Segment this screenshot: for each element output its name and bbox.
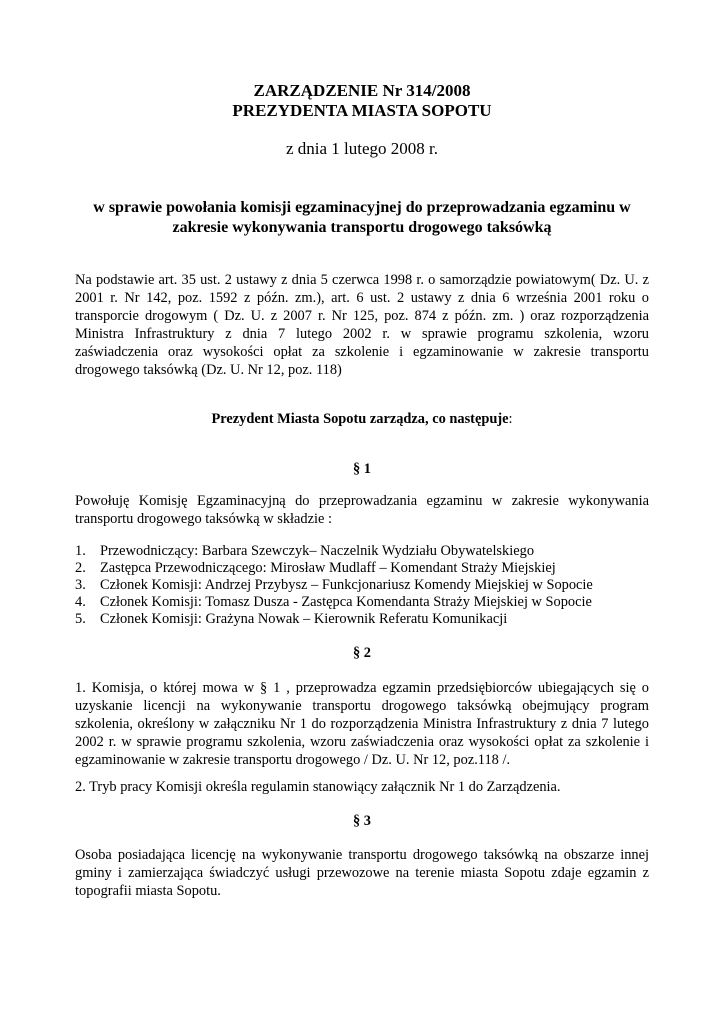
list-item — [75, 560, 649, 577]
document-date: z dnia 1 lutego 2008 r. — [285, 139, 439, 158]
section-2-point-1: 1. Komisja, o której mowa w § 1 , przeprowadza egzamin przedsiębiorców ubiegających się o uzyskanie licencji na wykonywanie transportu drogowego taksówką obejmujący program szkolenia, określony w załączniku Nr 1 do rozporządzenia Ministra Infrastruktury z dnia 7 lutego 2002 r. w sprawie programu szkolenia, wzoru zaświadczenia oraz wysokości opłat za szkolenie i egzaminowanie w zakresie transportu drogowego / Dz. U. Nr 12, poz.118 /. — [75, 680, 649, 768]
section-2-heading: § 2 — [353, 645, 371, 661]
list-item-number: 5. — [75, 611, 86, 627]
list-item — [75, 594, 649, 611]
enactment-clause — [75, 410, 649, 428]
subject-line-2: zakresie wykonywania transportu drogowego taksówką — [172, 219, 552, 236]
section-3-paragraph: Osoba posiadająca licencję na wykonywanie transportu drogowego taksówką na obszarze innej gminy i zamierzająca świadczyć usługi przewozowe na terenie miasta Sopotu zdaje egzamin z topografii miasta Sopotu. — [75, 847, 649, 899]
list-item — [75, 577, 649, 594]
list-item-text: Członek Komisji: Andrzej Przybysz – Funkcjonariusz Komendy Miejskiej w Sopocie — [100, 577, 593, 593]
subject-line-1: w sprawie powołania komisji egzaminacyjnej do przeprowadzania egzaminu w — [93, 199, 631, 216]
document-issuer: PREZYDENTA MIASTA SOPOTU — [232, 101, 492, 120]
section-2-point-2: 2. Tryb pracy Komisji określa regulamin stanowiący załącznik Nr 1 do Zarządzenia. — [75, 779, 561, 795]
document-subject — [75, 198, 649, 238]
enactment-clause-text: Prezydent Miasta Sopotu zarządza, co następuje — [211, 411, 509, 427]
list-item-text: Członek Komisji: Grażyna Nowak – Kierownik Referatu Komunikacji — [100, 611, 508, 627]
section-1-paragraph: Powołuję Komisję Egzaminacyjną do przeprowadzania egzaminu w zakresie wykonywania transportu drogowego taksówką w składzie : — [75, 493, 649, 527]
list-item-number: 2. — [75, 560, 86, 576]
list-item-text: Przewodniczący: Barbara Szewczyk– Naczelnik Wydziału Obywatelskiego — [100, 543, 535, 559]
list-item-text: Członek Komisji: Tomasz Dusza - Zastępca Komendanta Straży Miejskiej w Sopocie — [100, 594, 592, 610]
list-item — [75, 611, 649, 628]
list-item-number: 1. — [75, 543, 86, 559]
section-1-heading: § 1 — [353, 461, 371, 477]
list-item — [75, 543, 649, 560]
section-3-heading: § 3 — [353, 813, 371, 829]
list-item-number: 3. — [75, 577, 86, 593]
enactment-clause-colon: : — [508, 411, 513, 427]
legal-basis-paragraph: Na podstawie art. 35 ust. 2 ustawy z dnia 5 czerwca 1998 r. o samorządzie powiatowym( Dz. U. z 2001 r. Nr 142, poz. 1592 z późn. zm.), art. 6 ust. 2 ustawy z dnia 6 września 2001 roku o transporcie drogowym ( Dz. U. z 2007 r. Nr 125, poz. 874 z późn. zm. ) oraz rozporządzenia Ministra Infrastruktury z dnia 7 lutego 2002 r. w sprawie programu szkolenia, wzoru zaświadczenia oraz wysokości opłat za szkolenie i egzaminowanie w zakresie transportu drogowego taksówką (Dz. U. Nr 12, poz. 118) — [75, 272, 649, 378]
list-item-text: Zastępca Przewodniczącego: Mirosław Mudlaff – Komendant Straży Miejskiej — [100, 560, 556, 576]
committee-members-list — [75, 543, 649, 628]
list-item-number: 4. — [75, 594, 86, 610]
document-title: ZARZĄDZENIE Nr 314/2008 — [253, 81, 471, 100]
